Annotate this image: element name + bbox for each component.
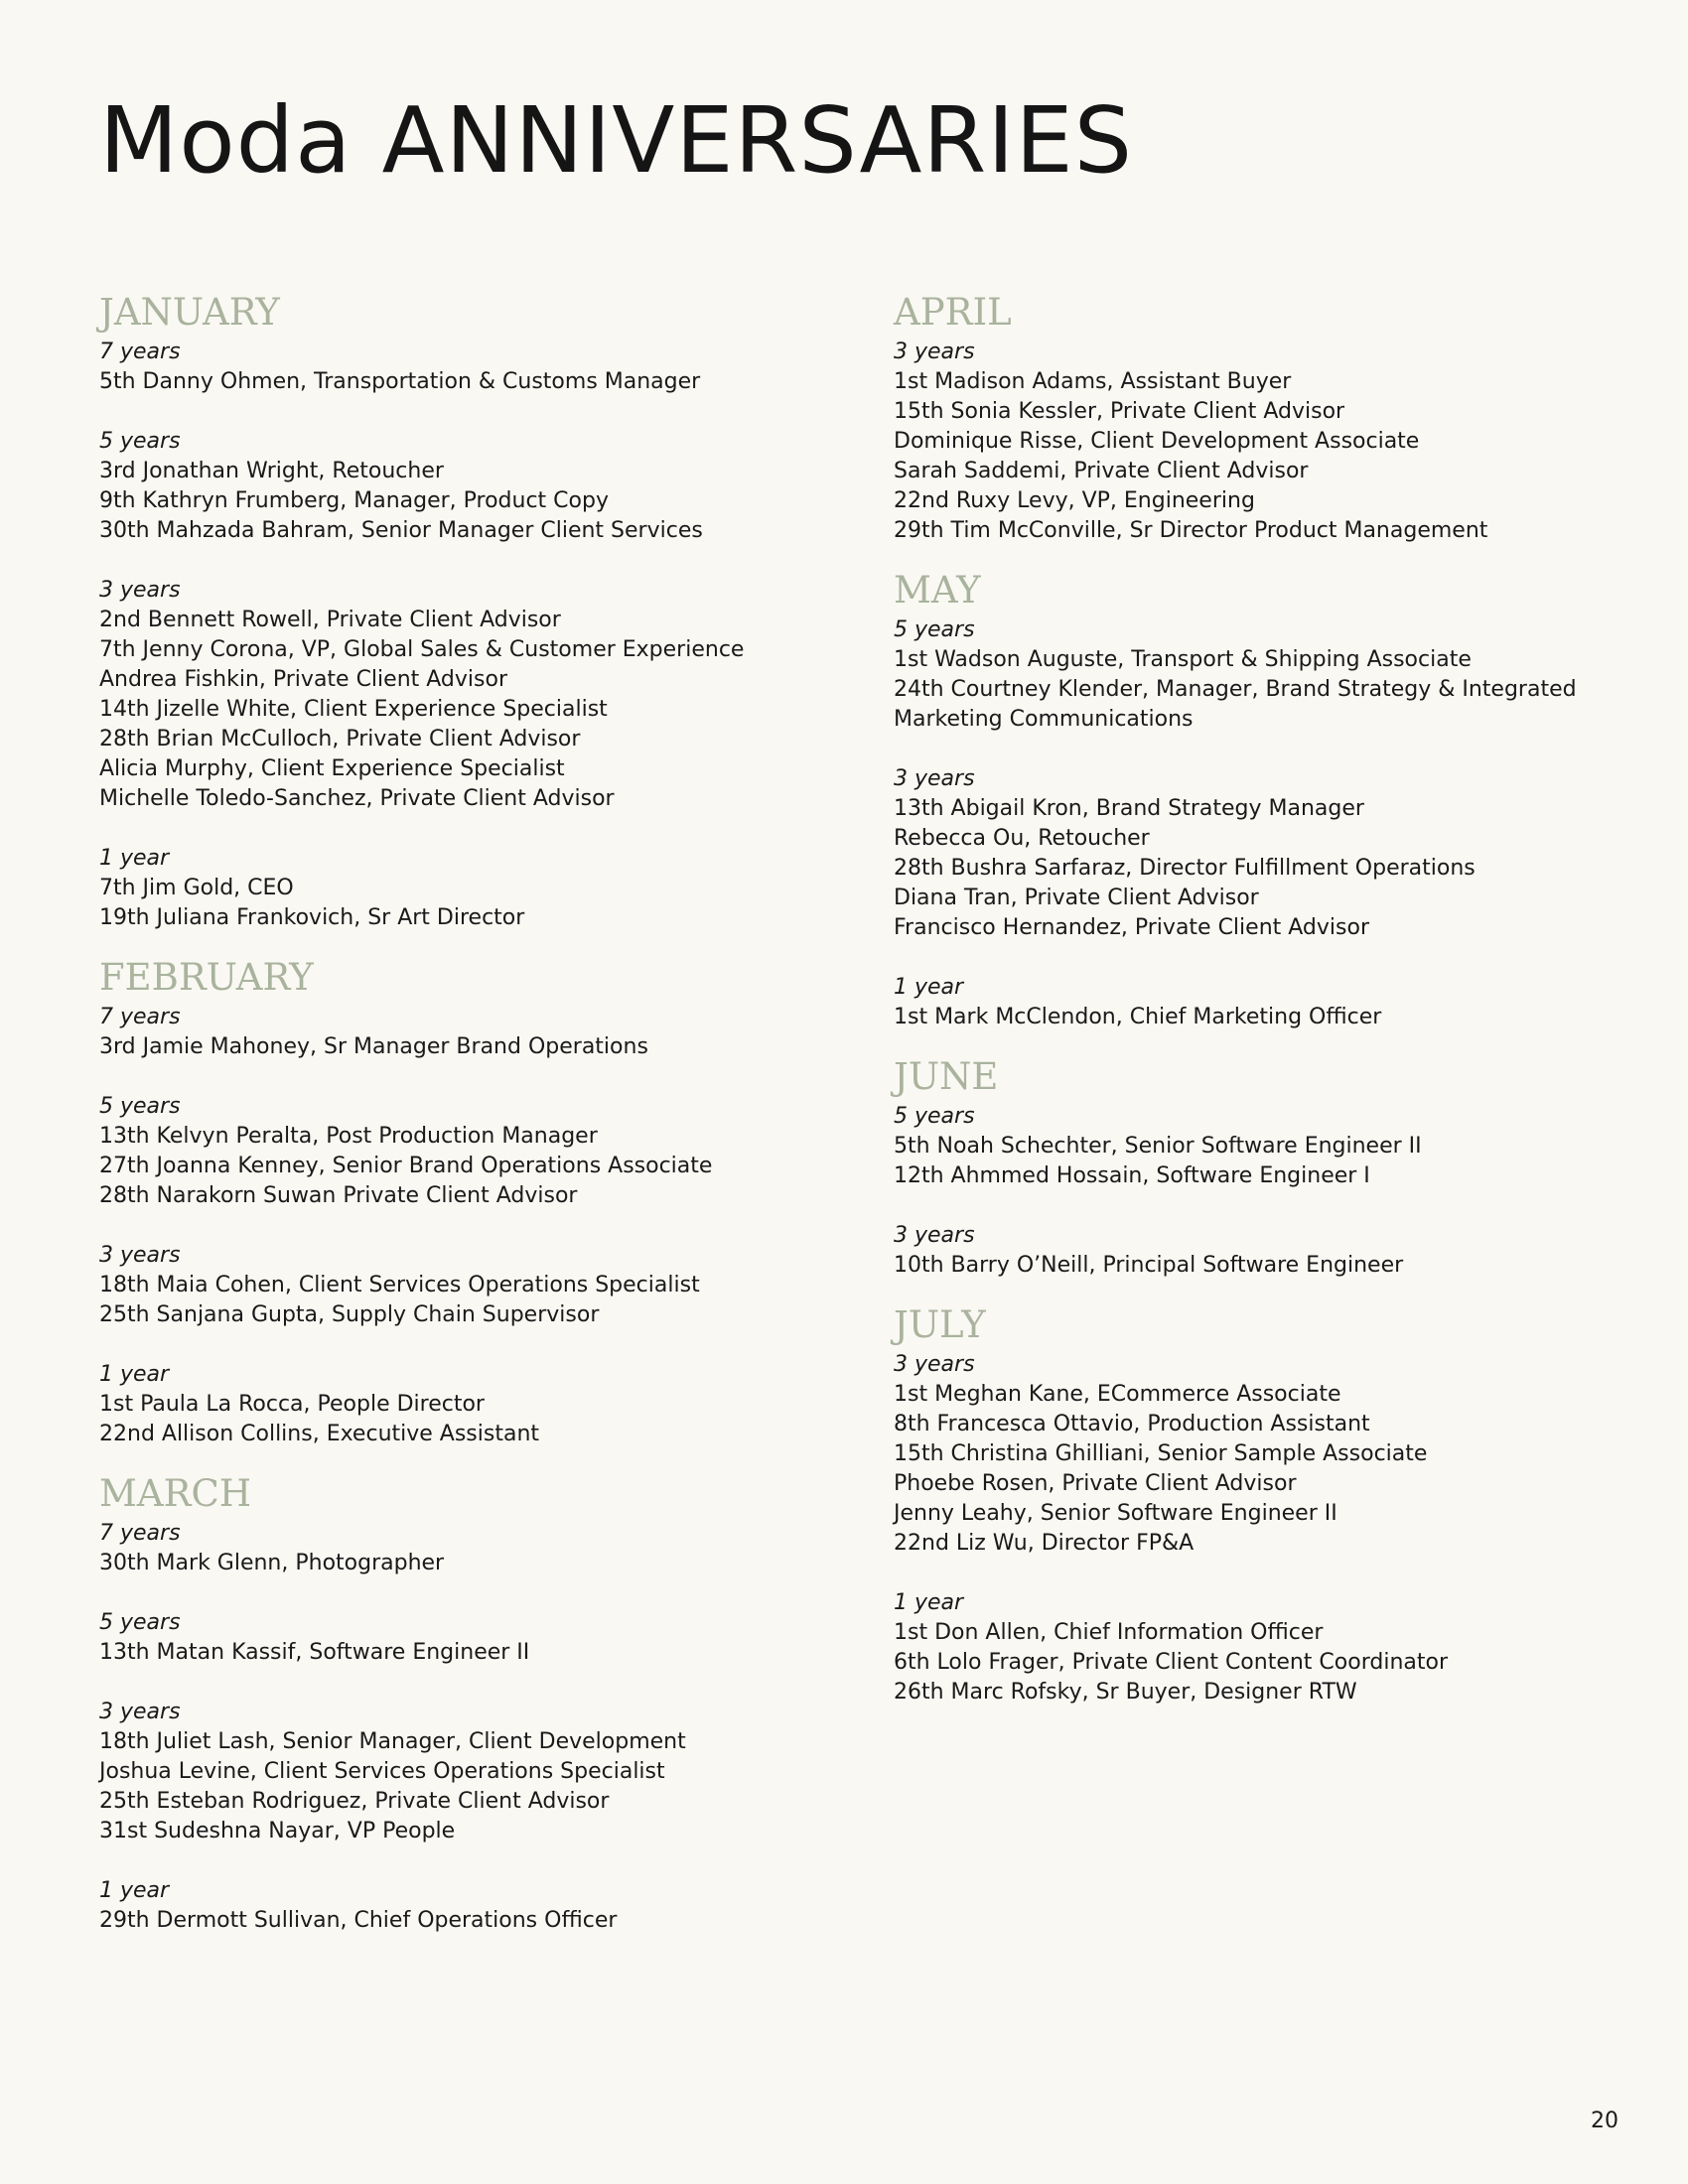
- anniversary-entry: 18th Maia Cohen, Client Services Operations Specialist: [99, 1273, 700, 1297]
- anniversary-entry: 30th Mark Glenn, Photographer: [99, 1551, 445, 1575]
- years-label: 1 year: [99, 1362, 170, 1387]
- years-label: 3 years: [99, 1243, 181, 1268]
- anniversary-entry: 22nd Allison Collins, Executive Assistant: [99, 1422, 540, 1446]
- anniversary-entry: Jenny Leahy, Senior Software Engineer II: [894, 1501, 1337, 1526]
- anniversary-entry: 29th Tim McConville, Sr Director Product Management: [894, 518, 1488, 543]
- years-label: 3 years: [99, 1700, 181, 1724]
- anniversary-entry: 7th Jenny Corona, VP, Global Sales & Customer Experience: [99, 637, 745, 662]
- years-group: [99, 1241, 854, 1330]
- anniversary-entry: 1st Don Allen, Chief Information Officer: [894, 1620, 1324, 1645]
- anniversary-entry: 1st Paula La Rocca, People Director: [99, 1392, 485, 1417]
- years-label: 7 years: [99, 1005, 181, 1029]
- month-heading: JULY: [894, 1303, 986, 1346]
- years-group: [894, 764, 1609, 943]
- anniversary-entry: 13th Kelvyn Peralta, Post Production Manager: [99, 1124, 598, 1149]
- years-label: 5 years: [894, 1104, 975, 1129]
- month-section-july: [894, 1302, 1609, 1707]
- month-section-june: [894, 1054, 1609, 1281]
- anniversary-entry: Rebecca Ou, Retoucher: [894, 826, 1150, 851]
- left-column: [99, 290, 854, 1958]
- years-label: 5 years: [894, 617, 975, 642]
- page-number: 20: [1591, 2109, 1618, 2133]
- anniversary-entry: Francisco Hernandez, Private Client Advisor: [894, 915, 1369, 940]
- anniversary-entry: 25th Esteban Rodriguez, Private Client Advisor: [99, 1789, 610, 1814]
- anniversary-entry: Phoebe Rosen, Private Client Advisor: [894, 1471, 1297, 1496]
- years-group: [99, 1608, 854, 1668]
- month-heading: MARCH: [99, 1472, 252, 1515]
- right-column: [894, 290, 1609, 1729]
- anniversary-entry: Sarah Saddemi, Private Client Advisor: [894, 459, 1309, 483]
- month-section-february: [99, 955, 854, 1449]
- anniversary-entry: 5th Noah Schechter, Senior Software Engineer II: [894, 1134, 1422, 1159]
- anniversary-entry: 8th Francesca Ottavio, Production Assistant: [894, 1412, 1370, 1436]
- years-label: 3 years: [894, 766, 975, 791]
- anniversary-entry: 24th Courtney Klender, Manager, Brand Strategy & Integrated Marketing Communications: [894, 677, 1577, 732]
- month-section-may: [894, 568, 1609, 1032]
- anniversary-entry: 29th Dermott Sullivan, Chief Operations Officer: [99, 1908, 618, 1933]
- page-title: Moda ANNIVERSARIES: [99, 87, 1134, 194]
- years-label: 5 years: [99, 1610, 181, 1635]
- anniversary-entry: 14th Jizelle White, Client Experience Specialist: [99, 697, 608, 722]
- anniversary-entry: Dominique Risse, Client Development Associate: [894, 429, 1420, 454]
- years-group: [894, 1350, 1609, 1559]
- years-group: [99, 576, 854, 814]
- anniversary-entry: 1st Madison Adams, Assistant Buyer: [894, 369, 1292, 394]
- anniversary-entry: 12th Ahmmed Hossain, Software Engineer I: [894, 1163, 1370, 1188]
- years-label: 5 years: [99, 429, 181, 454]
- month-heading: FEBRUARY: [99, 956, 314, 999]
- anniversary-entry: 9th Kathryn Frumberg, Manager, Product Copy: [99, 488, 609, 513]
- anniversary-entry: 13th Abigail Kron, Brand Strategy Manager: [894, 796, 1364, 821]
- years-label: 3 years: [894, 1352, 975, 1377]
- years-group: [99, 427, 854, 546]
- month-section-january: [99, 290, 854, 933]
- years-group: [894, 1102, 1609, 1191]
- anniversary-entry: 18th Juliet Lash, Senior Manager, Client Development: [99, 1729, 686, 1754]
- anniversary-entry: 7th Jim Gold, CEO: [99, 876, 294, 900]
- years-group: [99, 1698, 854, 1846]
- years-group: [99, 844, 854, 933]
- anniversary-entry: 19th Juliana Frankovich, Sr Art Director: [99, 905, 525, 930]
- anniversary-entry: 13th Matan Kassif, Software Engineer II: [99, 1640, 530, 1665]
- anniversary-entry: Diana Tran, Private Client Advisor: [894, 886, 1259, 910]
- years-group: [99, 1003, 854, 1062]
- years-label: 3 years: [894, 340, 975, 364]
- anniversary-entry: 1st Wadson Auguste, Transport & Shipping Associate: [894, 647, 1472, 672]
- years-label: 1 year: [99, 846, 170, 871]
- anniversary-entry: 1st Meghan Kane, ECommerce Associate: [894, 1382, 1341, 1407]
- anniversary-entry: Joshua Levine, Client Services Operations Specialist: [99, 1759, 665, 1784]
- anniversary-entry: Andrea Fishkin, Private Client Advisor: [99, 667, 507, 692]
- anniversary-entry: 2nd Bennett Rowell, Private Client Advisor: [99, 608, 561, 632]
- years-label: 5 years: [99, 1094, 181, 1119]
- anniversary-entry: 1st Mark McClendon, Chief Marketing Officer: [894, 1005, 1382, 1029]
- years-group: [99, 338, 854, 397]
- anniversary-entry: 5th Danny Ohmen, Transportation & Customs Manager: [99, 369, 701, 394]
- anniversary-entry: 27th Joanna Kenney, Senior Brand Operations Associate: [99, 1154, 713, 1178]
- anniversary-entry: 28th Bushra Sarfaraz, Director Fulfillment Operations: [894, 856, 1476, 881]
- years-group: [99, 1876, 854, 1936]
- anniversary-entry: 25th Sanjana Gupta, Supply Chain Supervisor: [99, 1302, 600, 1327]
- years-group: [894, 615, 1609, 735]
- anniversary-entry: 3rd Jonathan Wright, Retoucher: [99, 459, 444, 483]
- anniversary-entry: Alicia Murphy, Client Experience Specialist: [99, 756, 565, 781]
- years-label: 1 year: [894, 975, 964, 1000]
- years-label: 3 years: [99, 578, 181, 603]
- years-label: 1 year: [99, 1878, 170, 1903]
- years-group: [894, 1221, 1609, 1281]
- anniversary-entry: 10th Barry O’Neill, Principal Software Engineer: [894, 1253, 1404, 1278]
- anniversary-entry: 6th Lolo Frager, Private Client Content Coordinator: [894, 1650, 1449, 1675]
- years-label: 1 year: [894, 1590, 964, 1615]
- anniversary-entry: 3rd Jamie Mahoney, Sr Manager Brand Operations: [99, 1034, 648, 1059]
- anniversary-entry: 26th Marc Rofsky, Sr Buyer, Designer RTW: [894, 1680, 1357, 1705]
- month-heading: APRIL: [894, 291, 1012, 334]
- anniversary-entry: 31st Sudeshna Nayar, VP People: [99, 1819, 456, 1843]
- anniversary-entry: 15th Sonia Kessler, Private Client Advisor: [894, 399, 1345, 424]
- years-group: [99, 1360, 854, 1449]
- years-label: 7 years: [99, 1521, 181, 1546]
- years-group: [99, 1092, 854, 1211]
- years-label: 7 years: [99, 340, 181, 364]
- month-heading: JANUARY: [99, 291, 280, 334]
- years-group: [894, 338, 1609, 546]
- anniversary-entry: 28th Narakorn Suwan Private Client Advisor: [99, 1183, 578, 1208]
- anniversary-entry: 28th Brian McCulloch, Private Client Advisor: [99, 727, 581, 751]
- years-label: 3 years: [894, 1223, 975, 1248]
- years-group: [894, 973, 1609, 1032]
- month-section-march: [99, 1471, 854, 1936]
- anniversary-entry: Michelle Toledo-Sanchez, Private Client Advisor: [99, 786, 615, 811]
- anniversary-entry: 22nd Liz Wu, Director FP&A: [894, 1531, 1195, 1556]
- month-heading: JUNE: [894, 1055, 999, 1098]
- years-group: [99, 1519, 854, 1578]
- month-heading: MAY: [894, 569, 981, 612]
- anniversary-entry: 22nd Ruxy Levy, VP, Engineering: [894, 488, 1255, 513]
- years-group: [894, 1588, 1609, 1707]
- month-section-april: [894, 290, 1609, 546]
- anniversary-entry: 15th Christina Ghilliani, Senior Sample Associate: [894, 1441, 1428, 1466]
- anniversary-entry: 30th Mahzada Bahram, Senior Manager Client Services: [99, 518, 703, 543]
